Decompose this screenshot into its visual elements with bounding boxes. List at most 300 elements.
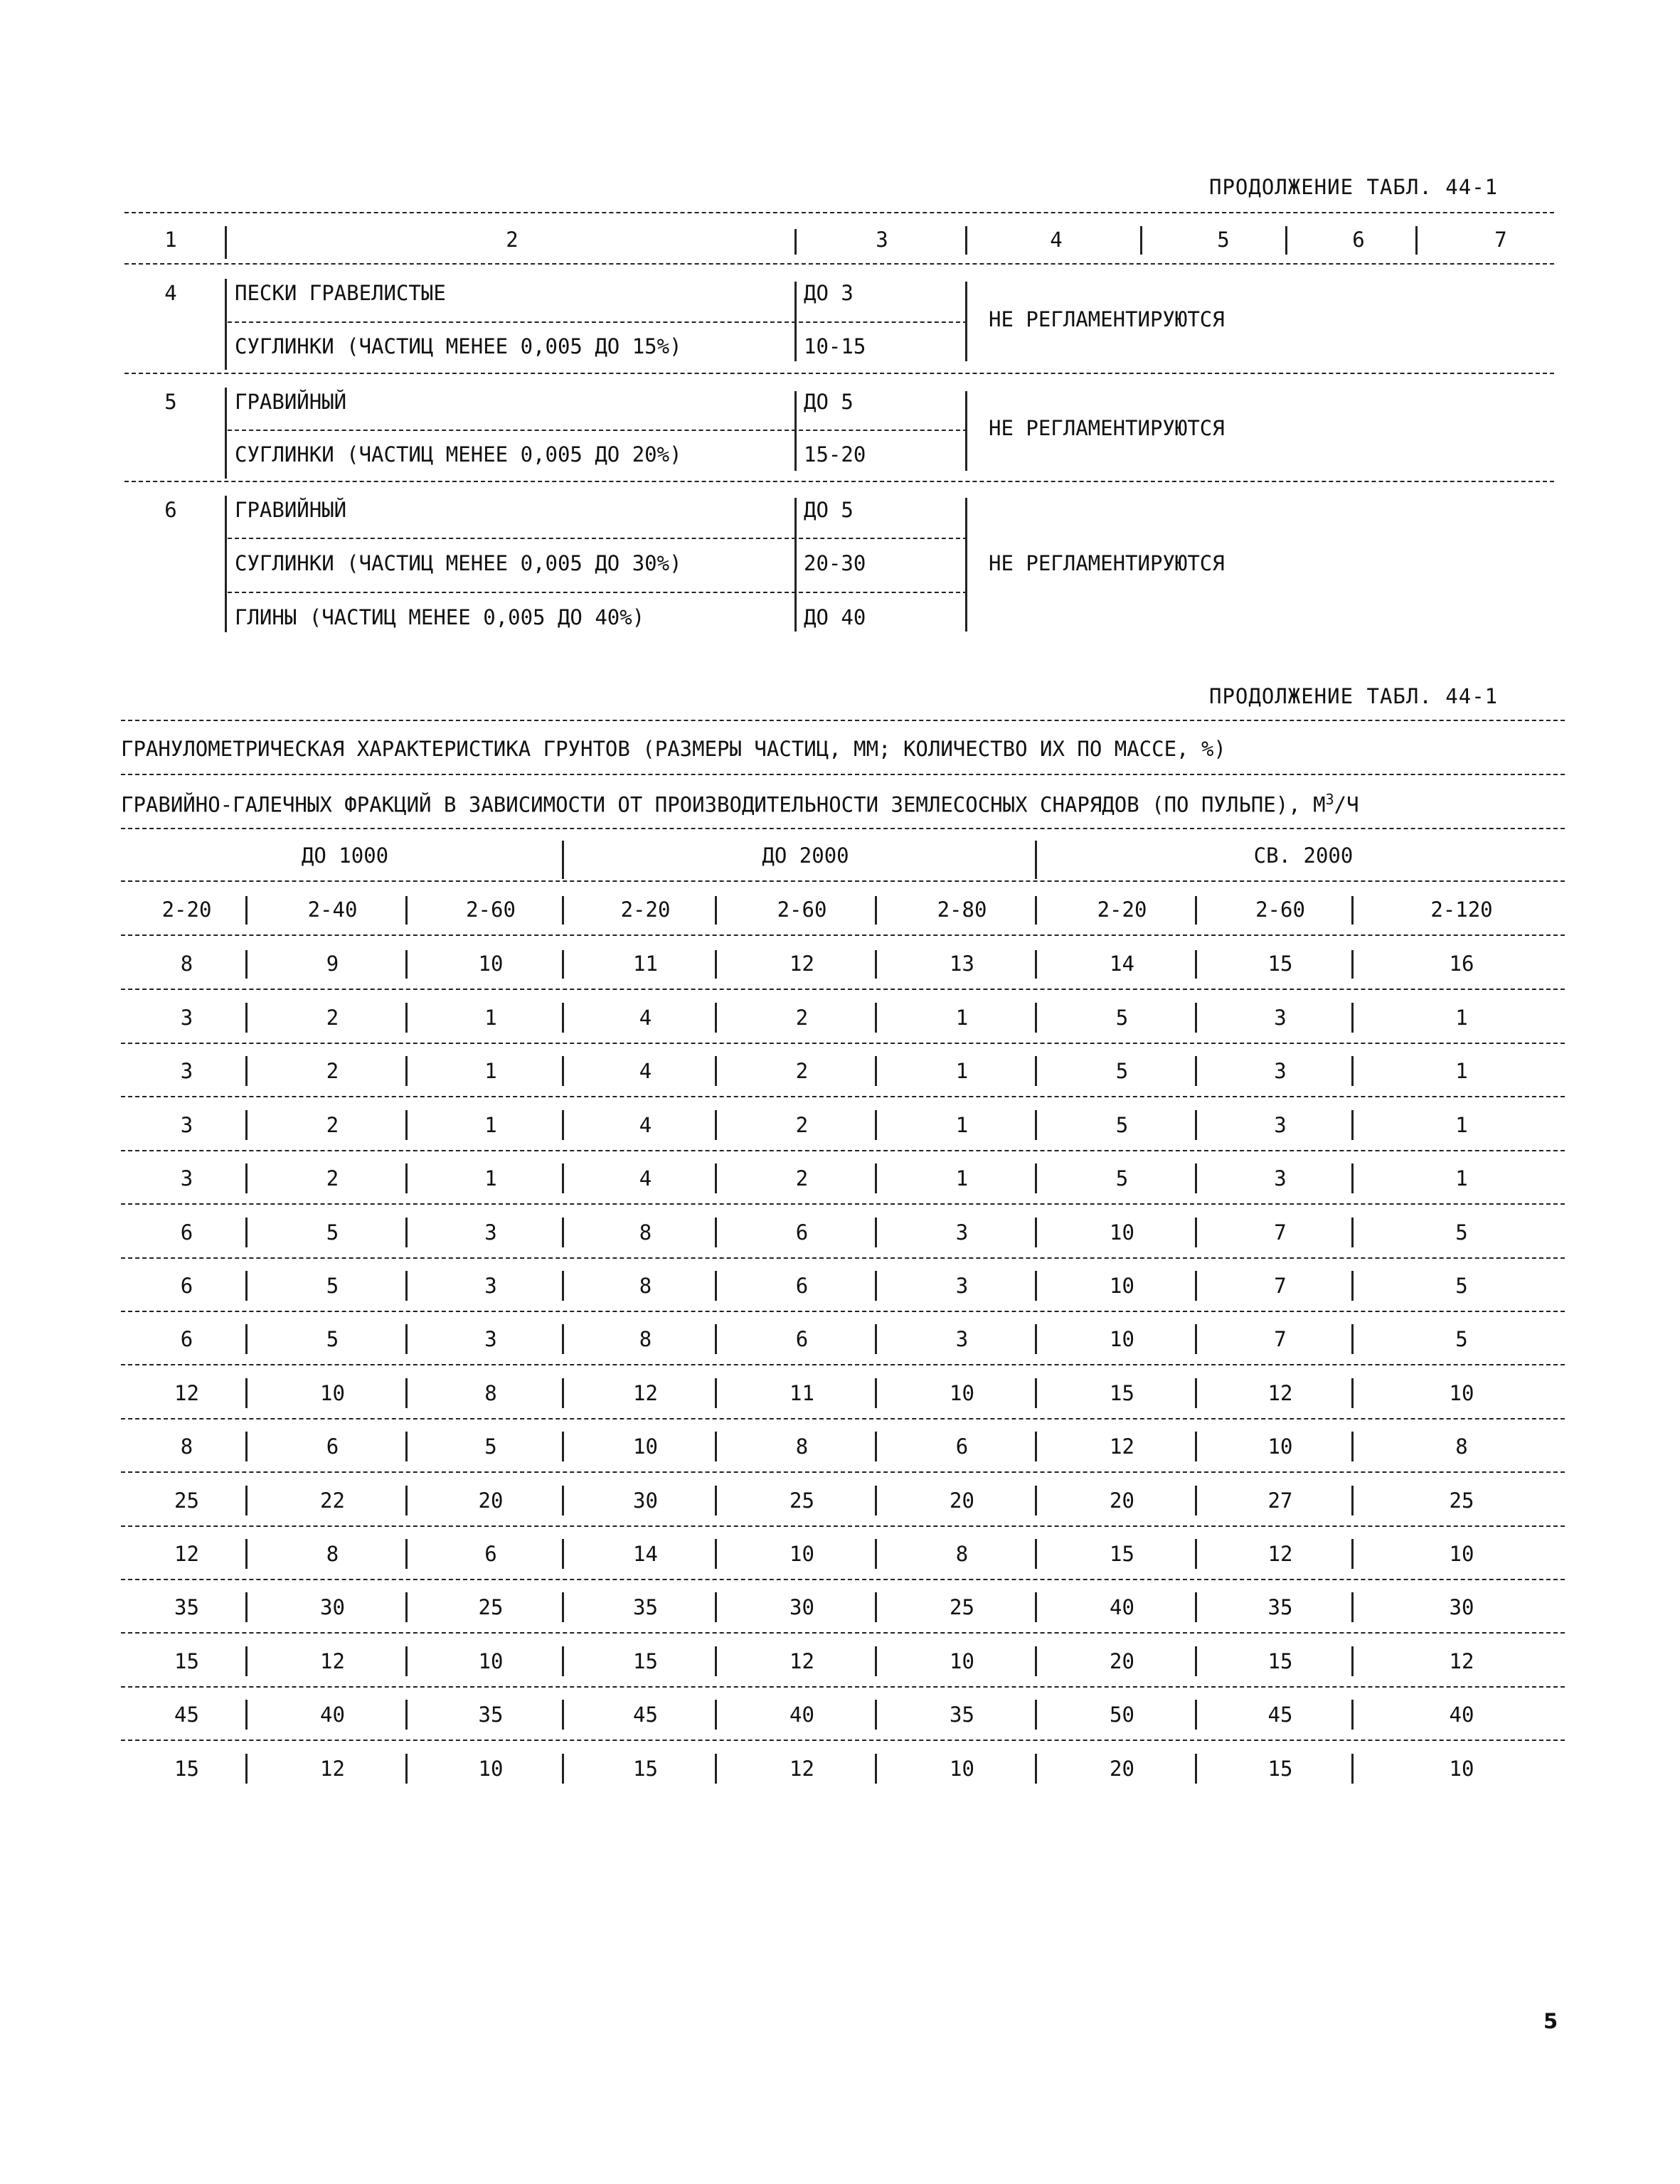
soil-value: 20-30 xyxy=(804,551,866,575)
table-cell: 3 xyxy=(1274,1006,1287,1030)
separator xyxy=(562,1324,564,1354)
table-cell: 1 xyxy=(955,1006,969,1030)
table-cell: 10 xyxy=(1449,1542,1474,1566)
table-cell: 6 xyxy=(180,1220,193,1245)
table-cell: 25 xyxy=(950,1595,974,1619)
separator xyxy=(1035,896,1037,925)
separator xyxy=(715,1163,717,1193)
separator xyxy=(245,1592,248,1622)
rule xyxy=(228,321,967,323)
rule xyxy=(228,430,967,431)
separator xyxy=(715,1110,717,1140)
table-cell: 2 xyxy=(795,1006,809,1030)
table-cell: 1 xyxy=(955,1166,969,1190)
table-cell: 30 xyxy=(320,1595,345,1619)
table-cell: 15 xyxy=(174,1757,199,1781)
rule xyxy=(121,880,1565,882)
rule xyxy=(121,1471,1565,1473)
heading-text: ГРАВИЙНО-ГАЛЕЧНЫХ ФРАКЦИЙ В ЗАВИСИМОСТИ ОТ ПРОИЗВОДИТЕЛЬНОСТИ ЗЕМЛЕСОСНЫХ СНАРЯДОВ (ПО ПУЛЬПЕ), М xyxy=(121,792,1326,817)
col-number: 15 xyxy=(1267,952,1293,976)
separator xyxy=(875,950,877,979)
table-cell: 5 xyxy=(326,1220,339,1245)
table-cell: 3 xyxy=(1274,1113,1287,1137)
separator xyxy=(225,496,227,632)
table-cell: 1 xyxy=(484,1059,497,1083)
separator xyxy=(1035,950,1037,979)
separator xyxy=(405,1539,408,1569)
separator xyxy=(715,1486,717,1516)
col-number: 14 xyxy=(1110,952,1134,976)
separator xyxy=(1351,1003,1354,1033)
range-label: 2-120 xyxy=(1430,897,1493,922)
separator xyxy=(562,950,564,979)
soil-label: ГЛИНЫ (ЧАСТИЦ МЕНЕЕ 0,005 ДО 40%) xyxy=(235,605,645,629)
group-number: 6 xyxy=(164,498,177,522)
separator xyxy=(875,1378,877,1408)
rule xyxy=(121,1740,1565,1741)
table-cell: 3 xyxy=(955,1274,969,1298)
table-cell: 10 xyxy=(1110,1274,1134,1298)
table-cell: 10 xyxy=(950,1757,974,1781)
table-cell: 20 xyxy=(478,1488,504,1513)
separator xyxy=(875,1539,877,1569)
separator xyxy=(715,950,717,979)
separator xyxy=(245,1163,248,1193)
rule xyxy=(228,592,967,593)
separator xyxy=(562,1110,564,1140)
table-cell: 2 xyxy=(326,1166,339,1190)
rule xyxy=(121,1418,1565,1419)
table-cell: 11 xyxy=(790,1381,814,1405)
table-cell: 3 xyxy=(180,1006,193,1030)
range-label: 2-40 xyxy=(307,897,358,922)
range-label: 2-20 xyxy=(1097,897,1147,922)
separator xyxy=(1195,1539,1197,1569)
table-cell: 6 xyxy=(180,1327,193,1351)
table-cell: 8 xyxy=(639,1327,652,1351)
col-number: 7 xyxy=(1494,228,1507,252)
table-cell: 10 xyxy=(1110,1327,1134,1351)
table-cell: 8 xyxy=(326,1542,339,1566)
separator xyxy=(1035,1271,1037,1301)
separator xyxy=(1351,1592,1354,1622)
separator xyxy=(1035,841,1037,879)
separator xyxy=(715,1700,717,1730)
table-cell: 4 xyxy=(639,1059,652,1083)
rule xyxy=(121,1150,1565,1151)
table-cell: 3 xyxy=(1274,1166,1287,1190)
table-cell: 1 xyxy=(484,1113,497,1137)
table-cell: 15 xyxy=(1110,1381,1134,1405)
separator xyxy=(245,1646,248,1676)
separator xyxy=(715,1378,717,1408)
group-header: ДО 2000 xyxy=(762,843,849,868)
separator xyxy=(1415,226,1418,255)
separator xyxy=(1035,1218,1037,1247)
separator xyxy=(405,1592,408,1622)
separator xyxy=(1195,1324,1197,1354)
table-cell: 10 xyxy=(950,1649,974,1673)
table-cell: 15 xyxy=(633,1757,658,1781)
separator xyxy=(225,226,227,259)
separator xyxy=(875,1110,877,1140)
separator xyxy=(875,1432,877,1461)
table-cell: 1 xyxy=(955,1059,969,1083)
separator xyxy=(562,1218,564,1247)
separator xyxy=(405,1754,408,1784)
separator xyxy=(405,1003,408,1033)
table-cell: 20 xyxy=(1110,1757,1134,1781)
range-label: 2-20 xyxy=(161,897,212,922)
rule xyxy=(121,1364,1565,1365)
separator xyxy=(245,1486,248,1516)
separator xyxy=(1035,1163,1037,1193)
separator xyxy=(875,1056,877,1086)
col-number: 6 xyxy=(1352,228,1365,252)
separator xyxy=(1195,1486,1197,1516)
separator xyxy=(965,226,967,255)
table-cell: 7 xyxy=(1274,1274,1287,1298)
separator xyxy=(1035,1003,1037,1033)
separator xyxy=(405,1378,408,1408)
table-cell: 25 xyxy=(790,1488,814,1513)
soil-value: ДО 40 xyxy=(804,605,866,629)
separator xyxy=(405,1271,408,1301)
table-cell: 22 xyxy=(320,1488,345,1513)
range-label: 2-60 xyxy=(777,897,827,922)
col-number: 8 xyxy=(180,952,193,976)
rule xyxy=(124,481,1554,482)
rule xyxy=(121,1203,1565,1205)
table-cell: 27 xyxy=(1267,1488,1293,1513)
table-cell: 12 xyxy=(1449,1649,1474,1673)
group-note: НЕ РЕГЛАМЕНТИРУЮТСЯ xyxy=(989,307,1225,331)
table-cell: 7 xyxy=(1274,1327,1287,1351)
table-cell: 10 xyxy=(1449,1381,1474,1405)
separator xyxy=(405,1110,408,1140)
col-number: 9 xyxy=(326,952,339,976)
separator xyxy=(1351,1056,1354,1086)
separator xyxy=(875,1163,877,1193)
table-cell: 6 xyxy=(795,1220,809,1245)
table-cell: 5 xyxy=(484,1434,497,1459)
table-cell: 5 xyxy=(1115,1059,1129,1083)
separator xyxy=(875,1592,877,1622)
separator xyxy=(405,1700,408,1730)
separator xyxy=(875,1486,877,1516)
table-cell: 15 xyxy=(633,1649,658,1673)
separator xyxy=(245,896,248,925)
table-cell: 10 xyxy=(478,1649,504,1673)
table-cell: 8 xyxy=(1455,1434,1468,1459)
group-number: 4 xyxy=(164,281,177,305)
rule xyxy=(121,1579,1565,1580)
separator xyxy=(245,1432,248,1461)
table-cell: 6 xyxy=(326,1434,339,1459)
rule xyxy=(121,1525,1565,1527)
separator xyxy=(875,1646,877,1676)
table-cell: 1 xyxy=(484,1006,497,1030)
table-cell: 2 xyxy=(326,1006,339,1030)
table-cell: 12 xyxy=(320,1649,345,1673)
separator xyxy=(1285,226,1287,255)
separator xyxy=(1035,1378,1037,1408)
soil-label: СУГЛИНКИ (ЧАСТИЦ МЕНЕЕ 0,005 ДО 15%) xyxy=(235,334,682,358)
separator xyxy=(562,1646,564,1676)
table-cell: 10 xyxy=(950,1381,974,1405)
table-cell: 10 xyxy=(1267,1434,1293,1459)
table-cell: 1 xyxy=(955,1113,969,1137)
table-cell: 1 xyxy=(484,1166,497,1190)
separator xyxy=(1351,1378,1354,1408)
separator xyxy=(245,950,248,979)
separator xyxy=(245,1539,248,1569)
table-cell: 30 xyxy=(633,1488,658,1513)
rule xyxy=(121,720,1565,721)
table-cell: 7 xyxy=(1274,1220,1287,1245)
top-table-caption: ПРОДОЛЖЕНИЕ ТАБЛ. 44-1 xyxy=(1209,175,1499,199)
separator xyxy=(245,1218,248,1247)
table-cell: 8 xyxy=(795,1434,809,1459)
col-number: 10 xyxy=(478,952,504,976)
table-cell: 30 xyxy=(790,1595,814,1619)
separator xyxy=(875,1218,877,1247)
separator xyxy=(875,1324,877,1354)
col-number: 4 xyxy=(1050,228,1063,252)
range-label: 2-80 xyxy=(937,897,987,922)
separator xyxy=(562,1539,564,1569)
separator xyxy=(875,1003,877,1033)
separator xyxy=(562,1592,564,1622)
separator xyxy=(405,896,408,925)
rule xyxy=(121,989,1565,990)
separator xyxy=(794,229,797,255)
separator xyxy=(1195,1378,1197,1408)
group-number: 5 xyxy=(164,390,177,414)
soil-value: ДО 5 xyxy=(804,498,854,522)
table-cell: 4 xyxy=(639,1113,652,1137)
table-cell: 40 xyxy=(790,1703,814,1727)
separator xyxy=(562,841,564,879)
table-cell: 12 xyxy=(174,1381,199,1405)
separator xyxy=(1195,1592,1197,1622)
soil-value: ДО 5 xyxy=(804,390,854,414)
range-label: 2-60 xyxy=(466,897,516,922)
table-cell: 25 xyxy=(1449,1488,1474,1513)
table-cell: 6 xyxy=(484,1542,497,1566)
table-cell: 20 xyxy=(1110,1488,1134,1513)
separator xyxy=(1195,950,1197,979)
separator xyxy=(1351,1324,1354,1354)
separator xyxy=(562,1056,564,1086)
table-cell: 25 xyxy=(174,1488,199,1513)
table-cell: 25 xyxy=(478,1595,504,1619)
rule xyxy=(228,538,967,539)
separator xyxy=(715,1056,717,1086)
separator xyxy=(1035,1592,1037,1622)
separator xyxy=(245,1110,248,1140)
separator xyxy=(715,1754,717,1784)
soil-value: 10-15 xyxy=(804,334,866,358)
soil-label: СУГЛИНКИ (ЧАСТИЦ МЕНЕЕ 0,005 ДО 20%) xyxy=(235,442,682,467)
table-cell: 5 xyxy=(1115,1166,1129,1190)
separator xyxy=(875,1271,877,1301)
separator xyxy=(1351,1646,1354,1676)
separator xyxy=(794,282,797,361)
table-cell: 2 xyxy=(795,1059,809,1083)
separator xyxy=(794,498,797,632)
separator xyxy=(562,1700,564,1730)
separator xyxy=(1195,1271,1197,1301)
table-cell: 5 xyxy=(1115,1006,1129,1030)
table-cell: 35 xyxy=(950,1703,974,1727)
separator xyxy=(1195,1110,1197,1140)
rule xyxy=(124,212,1554,213)
col-number: 11 xyxy=(633,952,658,976)
table-cell: 10 xyxy=(1110,1220,1134,1245)
table-cell: 10 xyxy=(633,1434,658,1459)
separator xyxy=(562,1432,564,1461)
table-cell: 12 xyxy=(790,1649,814,1673)
rule xyxy=(121,828,1565,829)
col-number: 12 xyxy=(790,952,814,976)
separator xyxy=(715,1324,717,1354)
table-cell: 12 xyxy=(1110,1434,1134,1459)
col-number: 2 xyxy=(506,228,519,252)
col-number: 16 xyxy=(1449,952,1474,976)
heading-superscript: 3 xyxy=(1325,791,1334,808)
separator xyxy=(1351,896,1354,925)
table-cell: 6 xyxy=(795,1327,809,1351)
separator xyxy=(1035,1486,1037,1516)
table-cell: 40 xyxy=(320,1703,345,1727)
table-cell: 20 xyxy=(1110,1649,1134,1673)
separator xyxy=(1195,896,1197,925)
separator xyxy=(562,896,564,925)
bottom-table-caption: ПРОДОЛЖЕНИЕ ТАБЛ. 44-1 xyxy=(1209,684,1499,708)
separator xyxy=(405,1056,408,1086)
table-cell: 3 xyxy=(484,1327,497,1351)
table-cell: 10 xyxy=(320,1381,345,1405)
table-cell: 3 xyxy=(484,1274,497,1298)
separator xyxy=(245,1324,248,1354)
table-cell: 2 xyxy=(795,1113,809,1137)
separator xyxy=(245,1056,248,1086)
col-number: 1 xyxy=(164,228,177,252)
separator xyxy=(875,896,877,925)
table-cell: 6 xyxy=(180,1274,193,1298)
table-cell: 45 xyxy=(1267,1703,1293,1727)
group-note: НЕ РЕГЛАМЕНТИРУЮТСЯ xyxy=(989,551,1225,575)
separator xyxy=(245,1003,248,1033)
table-cell: 3 xyxy=(1274,1059,1287,1083)
separator xyxy=(562,1003,564,1033)
table-cell: 5 xyxy=(326,1327,339,1351)
table-cell: 12 xyxy=(633,1381,658,1405)
table-cell: 8 xyxy=(484,1381,497,1405)
soil-value: 15-20 xyxy=(804,442,866,467)
separator xyxy=(715,1646,717,1676)
separator xyxy=(965,498,967,632)
separator xyxy=(1351,1218,1354,1247)
heading-unit: /Ч xyxy=(1334,792,1359,817)
separator xyxy=(1351,1486,1354,1516)
rule xyxy=(121,1257,1565,1259)
separator xyxy=(245,1378,248,1408)
table-cell: 10 xyxy=(478,1757,504,1781)
soil-label: ПЕСКИ ГРАВЕЛИСТЫЕ xyxy=(235,281,446,305)
table-cell: 20 xyxy=(950,1488,974,1513)
table-cell: 45 xyxy=(174,1703,199,1727)
soil-value: ДО 3 xyxy=(804,281,854,305)
separator xyxy=(1195,1056,1197,1086)
separator xyxy=(1035,1754,1037,1784)
table-cell: 15 xyxy=(174,1649,199,1673)
table-cell: 12 xyxy=(790,1757,814,1781)
separator xyxy=(1195,1163,1197,1193)
group-header: ДО 1000 xyxy=(301,843,389,868)
rule xyxy=(121,774,1565,775)
table-cell: 4 xyxy=(639,1006,652,1030)
rule xyxy=(121,1686,1565,1688)
table-cell: 2 xyxy=(326,1113,339,1137)
soil-label: ГРАВИЙНЫЙ xyxy=(235,498,347,522)
table-cell: 6 xyxy=(795,1274,809,1298)
table-cell: 1 xyxy=(1455,1113,1468,1137)
separator xyxy=(715,1432,717,1461)
separator xyxy=(225,388,227,479)
table-cell: 10 xyxy=(1449,1757,1474,1781)
separator xyxy=(405,1163,408,1193)
group-note: НЕ РЕГЛАМЕНТИРУЮТСЯ xyxy=(989,416,1225,440)
table-heading: ГРАНУЛОМЕТРИЧЕСКАЯ ХАРАКТЕРИСТИКА ГРУНТОВ (РАЗМЕРЫ ЧАСТИЦ, ММ; КОЛИЧЕСТВО ИХ ПО МАССЕ, %) xyxy=(121,737,1226,761)
rule xyxy=(121,934,1565,936)
separator xyxy=(1351,1110,1354,1140)
separator xyxy=(875,1700,877,1730)
table-cell: 6 xyxy=(955,1434,969,1459)
table-cell: 8 xyxy=(955,1542,969,1566)
soil-label: ГРАВИЙНЫЙ xyxy=(235,390,347,414)
table-cell: 3 xyxy=(180,1059,193,1083)
table-cell: 12 xyxy=(320,1757,345,1781)
table-cell: 1 xyxy=(1455,1059,1468,1083)
separator xyxy=(1195,1754,1197,1784)
separator xyxy=(715,1003,717,1033)
separator xyxy=(1351,1163,1354,1193)
table-cell: 2 xyxy=(795,1166,809,1190)
separator xyxy=(1195,1646,1197,1676)
separator xyxy=(1035,1700,1037,1730)
separator xyxy=(405,950,408,979)
separator xyxy=(1195,1700,1197,1730)
table-cell: 50 xyxy=(1110,1703,1134,1727)
table-cell: 15 xyxy=(1267,1649,1293,1673)
table-cell: 1 xyxy=(1455,1166,1468,1190)
separator xyxy=(715,1592,717,1622)
separator xyxy=(1035,1432,1037,1461)
table-cell: 3 xyxy=(955,1220,969,1245)
separator xyxy=(1351,1271,1354,1301)
col-number: 3 xyxy=(876,228,888,252)
separator xyxy=(405,1432,408,1461)
table-cell: 40 xyxy=(1449,1703,1474,1727)
separator xyxy=(1035,1110,1037,1140)
separator xyxy=(562,1163,564,1193)
table-cell: 12 xyxy=(1267,1542,1293,1566)
table-cell: 3 xyxy=(180,1166,193,1190)
table-cell: 5 xyxy=(1115,1113,1129,1137)
separator xyxy=(1035,1056,1037,1086)
